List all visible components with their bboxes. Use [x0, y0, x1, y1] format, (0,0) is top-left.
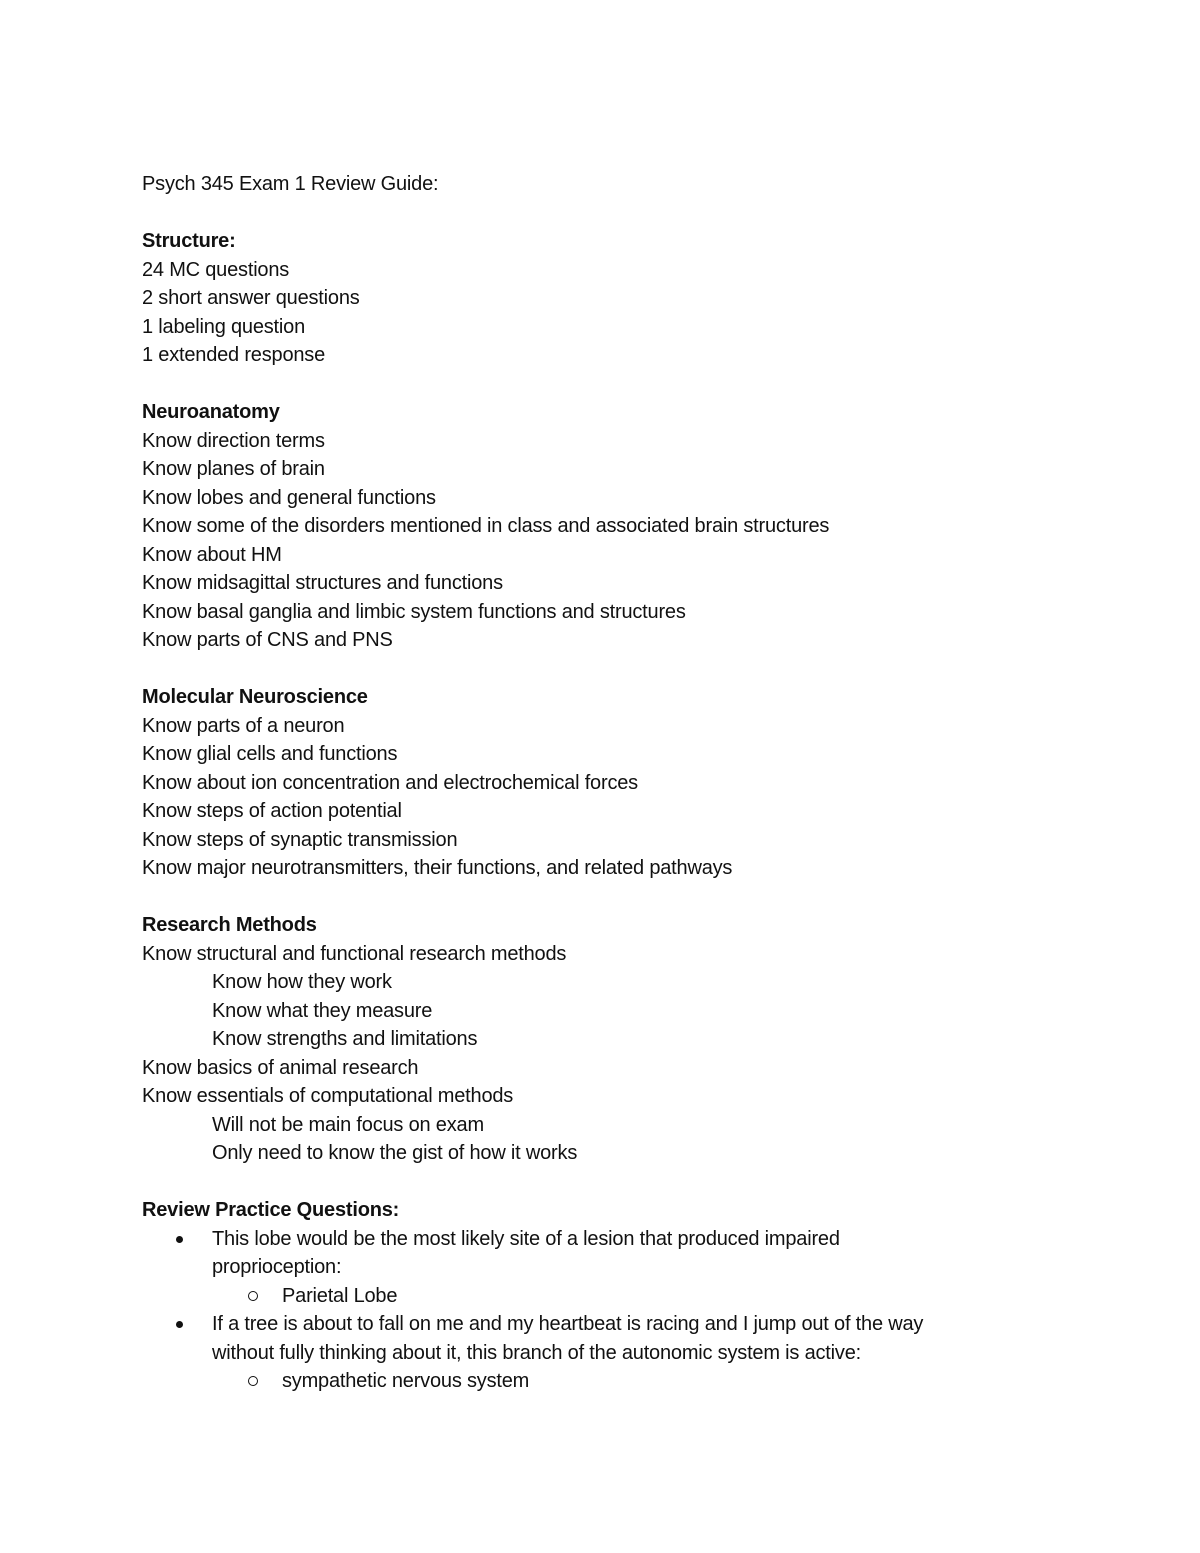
neuroanatomy-item: Know lobes and general functions [142, 486, 436, 509]
research-subitem: Only need to know the gist of how it works [212, 1142, 578, 1164]
spacer [142, 1168, 1042, 1197]
practice-answer [142, 1367, 1042, 1396]
molecular-item: Know major neurotransmitters, their functions, and related pathways [142, 857, 733, 879]
research-item: Know basics of animal research [142, 1056, 419, 1079]
structure-item: 1 extended response [142, 344, 326, 366]
research-item: Know structural and functional research methods [142, 942, 567, 965]
structure-item: 1 labeling question [142, 315, 305, 338]
research-subitem: Will not be main focus on exam [212, 1113, 484, 1136]
answer-text: sympathetic nervous system [282, 1370, 530, 1392]
answer-text: Parietal Lobe [282, 1284, 398, 1307]
practice-answer [142, 1282, 1042, 1311]
molecular-heading: Molecular Neuroscience [142, 686, 368, 708]
practice-question [142, 1310, 1042, 1367]
molecular-item: Know steps of action potential [142, 800, 402, 822]
neuroanatomy-item: Know parts of CNS and PNS [142, 629, 393, 651]
spacer [142, 883, 1042, 912]
question-text-line: If a tree is about to fall on me and my heartbeat is racing and I jump out of the way [212, 1313, 924, 1335]
molecular-item: Know about ion concentration and electrochemical forces [142, 771, 638, 794]
spacer [142, 370, 1042, 399]
question-text-line: proprioception: [212, 1256, 342, 1278]
neuroanatomy-item: Know some of the disorders mentioned in class and associated brain structures [142, 515, 830, 537]
molecular-item: Know glial cells and functions [142, 743, 398, 765]
practice-heading: Review Practice Questions: [142, 1199, 400, 1221]
document-title: Psych 345 Exam 1 Review Guide: [142, 173, 439, 195]
neuroanatomy-item: Know direction terms [142, 429, 325, 452]
spacer [142, 199, 1042, 228]
research-subitem: Know what they measure [212, 999, 433, 1022]
molecular-item: Know parts of a neuron [142, 714, 345, 737]
question-text-line: without fully thinking about it, this branch of the autonomic system is active: [212, 1341, 861, 1364]
structure-heading: Structure: [142, 230, 236, 252]
structure-item: 2 short answer questions [142, 287, 360, 309]
research-item: Know essentials of computational methods [142, 1085, 514, 1107]
molecular-item: Know steps of synaptic transmission [142, 828, 458, 851]
question-text-line: This lobe would be the most likely site of a lesion that produced impaired [212, 1227, 840, 1250]
neuroanatomy-item: Know planes of brain [142, 458, 325, 480]
research-subitem: Know how they work [212, 971, 392, 993]
practice-question [142, 1225, 1042, 1282]
neuroanatomy-item: Know midsagittal structures and functions [142, 572, 503, 594]
neuroanatomy-item: Know basal ganglia and limbic system functions and structures [142, 600, 686, 623]
structure-item: 24 MC questions [142, 258, 290, 281]
neuroanatomy-heading: Neuroanatomy [142, 401, 280, 423]
document-body [142, 170, 1042, 1396]
research-subitem: Know strengths and limitations [212, 1028, 478, 1050]
spacer [142, 655, 1042, 684]
research-heading: Research Methods [142, 914, 317, 936]
neuroanatomy-item: Know about HM [142, 543, 282, 566]
